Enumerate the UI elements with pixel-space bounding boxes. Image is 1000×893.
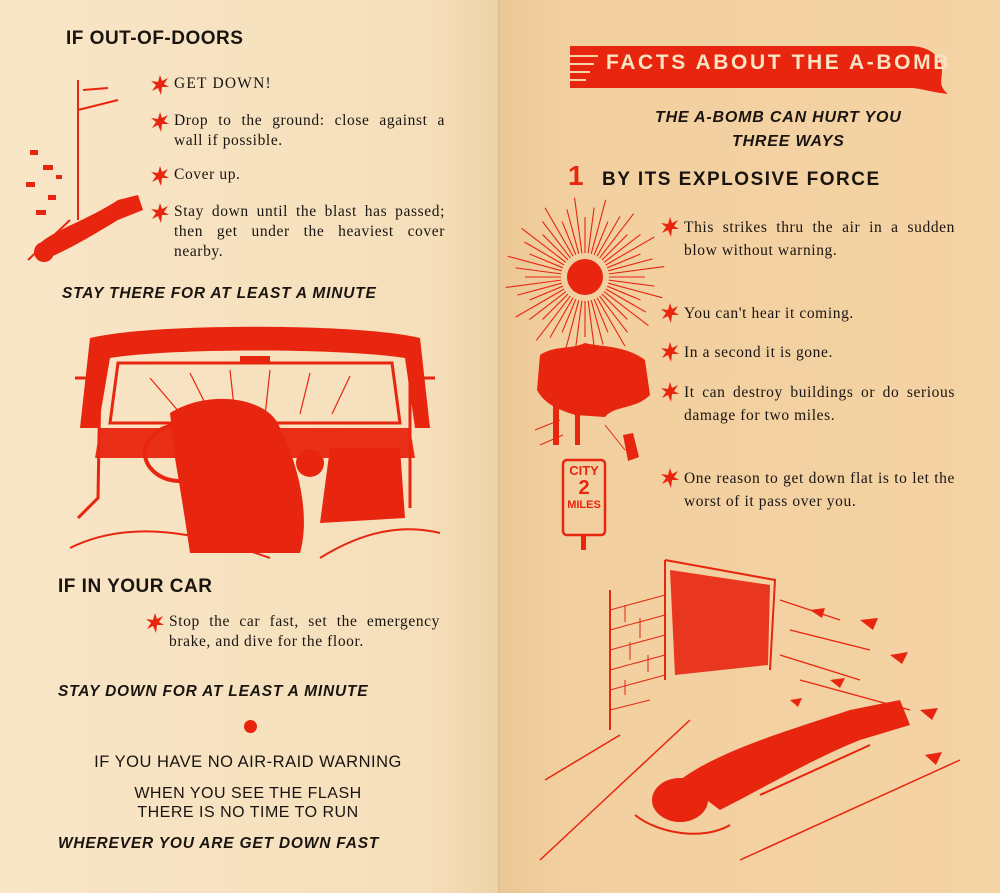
outdoors-item-stay-down — [150, 202, 445, 262]
stay-minute-heading: STAY THERE FOR AT LEAST A MINUTE — [62, 285, 377, 302]
car-interior-illustration — [70, 318, 440, 563]
facts-banner — [570, 42, 951, 94]
outdoors-item-text: Drop to the ground: close against a wall if possible. — [174, 112, 445, 149]
starburst-bullet-icon — [145, 612, 165, 634]
force-item — [660, 467, 955, 513]
starburst-bullet-icon — [660, 381, 680, 403]
force-item — [660, 216, 955, 262]
force-item-text: You can't hear it coming. — [684, 305, 854, 322]
force-item-text: This strikes thru the air in a sudden blow without warning. — [684, 219, 955, 259]
banner-title: FACTS ABOUT THE A-BOMB — [606, 51, 951, 74]
outdoors-item-drop — [150, 111, 445, 151]
stay-down-heading: STAY DOWN FOR AT LEAST A MINUTE — [58, 683, 369, 700]
section-title: BY ITS EXPLOSIVE FORCE — [602, 169, 881, 190]
sign-line-3: MILES — [567, 499, 601, 511]
sign-line-2: 2 — [578, 477, 590, 499]
explosion-ray — [575, 198, 582, 254]
starburst-bullet-icon — [660, 302, 680, 324]
force-item — [660, 341, 955, 364]
car-heading: IF IN YOUR CAR — [58, 576, 213, 597]
person-by-brick-wall-illustration — [540, 560, 960, 865]
hurt-line-1: THE A-BOMB CAN HURT YOU — [655, 109, 902, 126]
starburst-bullet-icon — [660, 467, 680, 489]
flash-line-2: THERE IS NO TIME TO RUN — [137, 804, 359, 821]
red-dot-divider — [244, 720, 257, 733]
outdoors-item-text: GET DOWN! — [174, 75, 272, 92]
outdoors-item-cover — [150, 165, 445, 187]
outdoors-heading: IF OUT-OF-DOORS — [66, 28, 244, 49]
outdoors-item-text: Cover up. — [174, 166, 241, 183]
car-item — [145, 612, 440, 652]
starburst-bullet-icon — [150, 74, 170, 96]
outdoors-item-get-down — [150, 74, 445, 96]
hurt-line-2: THREE WAYS — [732, 133, 845, 150]
outdoors-item-text: Stay down until the blast has passed; then get under the heaviest cover nearby. — [174, 203, 445, 260]
force-item-text: In a second it is gone. — [684, 344, 833, 361]
starburst-bullet-icon — [150, 111, 170, 133]
no-warning-heading: IF YOU HAVE NO AIR-RAID WARNING — [94, 753, 402, 771]
person-by-wall-illustration — [8, 70, 148, 270]
flash-line-1: WHEN YOU SEE THE FLASH — [134, 785, 362, 802]
starburst-bullet-icon — [150, 202, 170, 224]
starburst-bullet-icon — [660, 341, 680, 363]
force-item-text: One reason to get down flat is to let the worst of it pass over you. — [684, 470, 955, 510]
starburst-bullet-icon — [660, 216, 680, 238]
car-item-text: Stop the car fast, set the emergency brake, and dive for the floor. — [169, 613, 440, 650]
section-number: 1 — [568, 160, 584, 191]
force-item — [660, 381, 955, 427]
get-down-fast-heading: WHEREVER YOU ARE GET DOWN FAST — [58, 835, 380, 852]
explosion-ray — [609, 267, 665, 274]
explosion-ray — [506, 280, 562, 287]
force-item-text: It can destroy buildings or do serious damage for two miles. — [684, 384, 955, 424]
starburst-bullet-icon — [150, 165, 170, 187]
force-item — [660, 302, 955, 325]
right-page — [500, 0, 1000, 893]
sign-line-1: CITY — [569, 463, 599, 478]
city-sign — [564, 463, 604, 512]
